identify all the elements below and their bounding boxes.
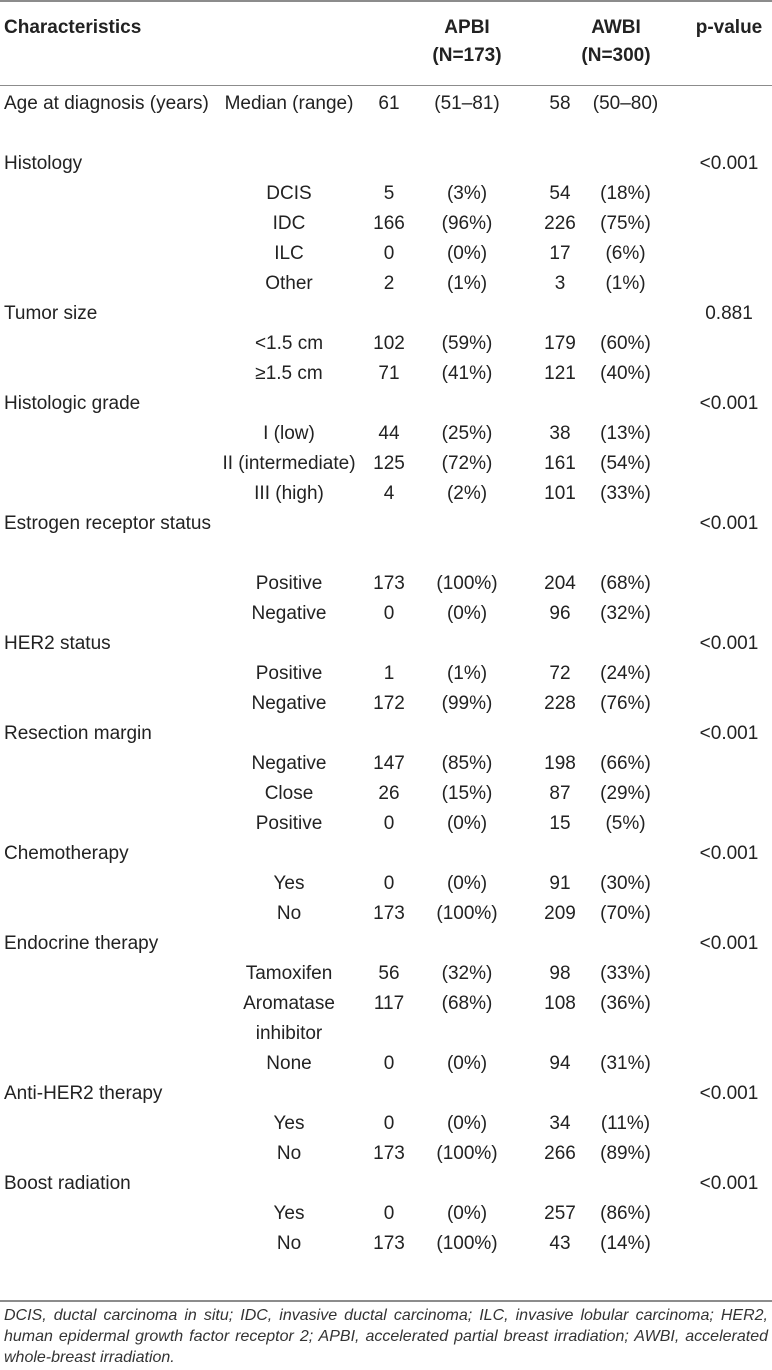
row-subcategory: Positive (255, 663, 323, 684)
row-awbi-count: 98 (549, 963, 571, 984)
row-awbi-percent: (32%) (600, 603, 651, 624)
table-row (0, 839, 772, 869)
table-row (0, 1049, 772, 1079)
row-apbi-percent: (3%) (446, 183, 488, 204)
table-row (0, 809, 772, 839)
row-apbi-percent: (96%) (441, 213, 493, 234)
row-awbi-percent: (13%) (600, 423, 651, 444)
row-subcategory: None (266, 1053, 312, 1074)
table-row (0, 659, 772, 689)
row-awbi-count: 198 (544, 753, 576, 774)
row-apbi-percent: (100%) (436, 1233, 498, 1254)
row-apbi-count: 5 (383, 183, 395, 204)
row-awbi-count: 54 (549, 183, 571, 204)
row-characteristic: Anti-HER2 therapy (4, 1083, 163, 1104)
row-apbi-percent: (1%) (446, 663, 488, 684)
row-awbi-percent: (24%) (600, 663, 651, 684)
row-apbi-percent: (68%) (441, 993, 493, 1014)
table-row (0, 689, 772, 719)
row-apbi-count: 173 (373, 1233, 405, 1254)
table-header (0, 0, 772, 85)
row-awbi-percent: (5%) (605, 813, 646, 834)
table-row (0, 719, 772, 749)
row-subcategory: Negative (251, 753, 327, 774)
row-awbi-count: 94 (549, 1053, 571, 1074)
row-awbi-percent: (1%) (605, 273, 646, 294)
row-subcategory: Positive (255, 573, 323, 594)
row-apbi-count: 102 (373, 333, 405, 354)
row-apbi-percent: (100%) (436, 573, 498, 594)
row-awbi-count: 179 (544, 333, 576, 354)
row-apbi-count: 0 (383, 243, 395, 264)
row-subcategory: Tamoxifen (245, 963, 333, 984)
row-subcategory: Negative (251, 693, 327, 714)
table-bottom-rule (0, 1300, 772, 1302)
row-awbi-count: 3 (554, 273, 566, 294)
table-row (0, 1109, 772, 1139)
row-characteristic: Boost radiation (4, 1173, 131, 1194)
row-apbi-percent: (59%) (441, 333, 493, 354)
row-apbi-percent: (0%) (446, 243, 488, 264)
row-awbi-count: 209 (544, 903, 576, 924)
row-awbi-count: 87 (549, 783, 571, 804)
row-subcategory: ILC (274, 243, 304, 264)
row-apbi-percent: (0%) (446, 1113, 488, 1134)
table-row (0, 929, 772, 959)
table-row (0, 479, 772, 509)
row-awbi-percent: (6%) (605, 243, 646, 264)
row-subcategory: No (276, 903, 302, 924)
row-awbi-count: 266 (544, 1143, 576, 1164)
row-apbi-count: 0 (383, 1113, 395, 1134)
row-awbi-count: 34 (549, 1113, 571, 1134)
row-apbi-count: 0 (383, 603, 395, 624)
table-row (0, 989, 772, 1049)
header-awbi-n: (N=300) (581, 45, 651, 66)
row-awbi-count: 204 (544, 573, 576, 594)
row-apbi-count: 125 (373, 453, 405, 474)
table-row (0, 599, 772, 629)
table-row (0, 629, 772, 659)
table-row (0, 959, 772, 989)
row-characteristic: Tumor size (4, 303, 98, 324)
table-row (0, 749, 772, 779)
table-row (0, 779, 772, 809)
table-row (0, 1229, 772, 1259)
table-row (0, 899, 772, 929)
row-apbi-percent: (85%) (441, 753, 493, 774)
row-apbi-percent: (25%) (441, 423, 493, 444)
table-row (0, 89, 772, 149)
table-row (0, 359, 772, 389)
row-characteristic: Age at diagnosis (years) (4, 93, 209, 114)
row-awbi-percent: (36%) (600, 993, 651, 1014)
row-awbi-percent: (54%) (600, 453, 651, 474)
row-pvalue: <0.001 (699, 153, 759, 174)
row-awbi-count: 257 (544, 1203, 576, 1224)
row-awbi-percent: (66%) (600, 753, 651, 774)
row-apbi-count: 2 (383, 273, 395, 294)
table-row (0, 869, 772, 899)
header-apbi-n: (N=173) (432, 45, 502, 66)
row-apbi-percent: (100%) (436, 1143, 498, 1164)
row-apbi-count: 172 (373, 693, 405, 714)
row-apbi-percent: (100%) (436, 903, 498, 924)
row-awbi-count: 58 (549, 93, 571, 114)
row-apbi-percent: (32%) (441, 963, 493, 984)
row-apbi-percent: (41%) (441, 363, 493, 384)
row-pvalue: <0.001 (699, 723, 759, 744)
row-awbi-count: 38 (549, 423, 571, 444)
row-apbi-percent: (2%) (446, 483, 488, 504)
row-awbi-percent: (18%) (600, 183, 651, 204)
row-subcategory: DCIS (266, 183, 312, 204)
row-apbi-percent: (0%) (446, 873, 488, 894)
row-apbi-count: 166 (373, 213, 405, 234)
row-subcategory: Negative (251, 603, 327, 624)
row-subcategory: IDC (272, 213, 306, 234)
header-awbi-name: AWBI (591, 17, 641, 38)
header-apbi (417, 14, 517, 70)
row-apbi-count: 4 (383, 483, 395, 504)
row-awbi-percent: (76%) (600, 693, 651, 714)
row-apbi-count: 0 (383, 1203, 395, 1224)
table-footnote: DCIS, ductal carcinoma in situ; IDC, invasive ductal carcinoma; ILC, invasive lobular carcinoma; HER2, human epidermal growth factor receptor 2; APBI, accelerated partial breast irradiation; AWBI, accelerated whole-breast irradiation. (4, 1307, 768, 1366)
row-awbi-count: 43 (549, 1233, 571, 1254)
row-apbi-percent: (0%) (446, 603, 488, 624)
table-header-rule (0, 85, 772, 86)
row-awbi-percent: (50–80) (592, 93, 659, 114)
row-subcategory: I (low) (263, 423, 315, 444)
row-apbi-count: 26 (378, 783, 400, 804)
row-apbi-percent: (0%) (446, 813, 488, 834)
row-awbi-percent: (60%) (600, 333, 651, 354)
row-apbi-percent: (0%) (446, 1203, 488, 1224)
row-apbi-count: 147 (373, 753, 405, 774)
row-subcategory: No (276, 1233, 302, 1254)
row-apbi-percent: (0%) (446, 1053, 488, 1074)
header-characteristics: Characteristics (4, 17, 142, 38)
row-awbi-count: 72 (549, 663, 571, 684)
row-pvalue: <0.001 (699, 513, 759, 534)
row-subcategory: <1.5 cm (254, 333, 324, 354)
table-row (0, 329, 772, 359)
row-apbi-percent: (15%) (441, 783, 493, 804)
row-awbi-count: 121 (544, 363, 576, 384)
row-awbi-percent: (11%) (600, 1113, 651, 1134)
row-apbi-count: 0 (383, 1053, 395, 1074)
row-apbi-count: 173 (373, 573, 405, 594)
row-pvalue: <0.001 (699, 393, 759, 414)
row-apbi-percent: (1%) (446, 273, 488, 294)
row-awbi-count: 161 (544, 453, 576, 474)
row-awbi-percent: (89%) (600, 1143, 651, 1164)
row-awbi-percent: (31%) (600, 1053, 651, 1074)
row-apbi-count: 0 (383, 813, 395, 834)
table-row (0, 1169, 772, 1199)
row-awbi-percent: (29%) (600, 783, 651, 804)
row-awbi-percent: (33%) (600, 483, 651, 504)
row-apbi-count: 0 (383, 873, 395, 894)
header-awbi (566, 14, 666, 70)
table-row (0, 269, 772, 299)
row-characteristic: Histologic grade (4, 393, 141, 414)
table-row (0, 179, 772, 209)
row-awbi-percent: (30%) (600, 873, 651, 894)
row-awbi-count: 15 (549, 813, 571, 834)
row-subcategory: Yes (273, 1113, 305, 1134)
row-subcategory: Close (264, 783, 314, 804)
row-subcategory: Aromatase inhibitor (243, 993, 335, 1044)
row-characteristic: Estrogen receptor status (4, 513, 211, 534)
row-characteristic: HER2 status (4, 633, 111, 654)
row-pvalue: 0.881 (705, 303, 753, 324)
row-characteristic: Endocrine therapy (4, 933, 159, 954)
row-apbi-percent: (99%) (441, 693, 493, 714)
row-subcategory: Median (range) (224, 93, 354, 114)
row-characteristic: Chemotherapy (4, 843, 129, 864)
row-awbi-count: 91 (549, 873, 571, 894)
row-pvalue: <0.001 (699, 843, 759, 864)
row-apbi-count: 71 (378, 363, 400, 384)
row-apbi-count: 173 (373, 903, 405, 924)
table-row (0, 299, 772, 329)
row-awbi-count: 228 (544, 693, 576, 714)
row-subcategory: Yes (273, 873, 305, 894)
table-row (0, 449, 772, 479)
header-pvalue: p-value (695, 17, 763, 38)
row-apbi-percent: (72%) (441, 453, 493, 474)
table-row (0, 1139, 772, 1169)
row-awbi-percent: (86%) (600, 1203, 651, 1224)
row-apbi-count: 61 (378, 93, 400, 114)
row-awbi-count: 17 (549, 243, 571, 264)
row-awbi-percent: (40%) (600, 363, 651, 384)
row-subcategory: Other (265, 273, 313, 294)
table-row (0, 209, 772, 239)
row-apbi-count: 56 (378, 963, 400, 984)
row-awbi-percent: (14%) (600, 1233, 651, 1254)
table-row (0, 419, 772, 449)
row-subcategory: Positive (255, 813, 323, 834)
row-awbi-count: 226 (544, 213, 576, 234)
row-awbi-percent: (33%) (600, 963, 651, 984)
row-apbi-count: 44 (378, 423, 400, 444)
row-awbi-count: 101 (544, 483, 576, 504)
row-pvalue: <0.001 (699, 933, 759, 954)
row-awbi-percent: (70%) (600, 903, 651, 924)
row-awbi-percent: (68%) (600, 573, 651, 594)
row-apbi-count: 117 (373, 993, 405, 1014)
header-apbi-name: APBI (444, 17, 490, 38)
row-subcategory: II (intermediate) (222, 453, 356, 474)
row-awbi-percent: (75%) (600, 213, 651, 234)
row-subcategory: ≥1.5 cm (255, 363, 323, 384)
row-subcategory: No (276, 1143, 302, 1164)
row-characteristic: Histology (4, 153, 83, 174)
row-apbi-percent: (51–81) (434, 93, 500, 114)
table-row (0, 1199, 772, 1229)
table-row (0, 1079, 772, 1109)
row-characteristic: Resection margin (4, 723, 152, 744)
table-row (0, 389, 772, 419)
table-row (0, 569, 772, 599)
table-row (0, 239, 772, 269)
row-pvalue: <0.001 (699, 1083, 759, 1104)
row-subcategory: Yes (273, 1203, 305, 1224)
row-awbi-count: 108 (544, 993, 576, 1014)
row-apbi-count: 173 (373, 1143, 405, 1164)
table-row (0, 509, 772, 569)
row-subcategory: III (high) (254, 483, 324, 504)
row-pvalue: <0.001 (699, 633, 759, 654)
table-row (0, 149, 772, 179)
row-awbi-count: 96 (549, 603, 571, 624)
row-apbi-count: 1 (383, 663, 395, 684)
row-pvalue: <0.001 (699, 1173, 759, 1194)
